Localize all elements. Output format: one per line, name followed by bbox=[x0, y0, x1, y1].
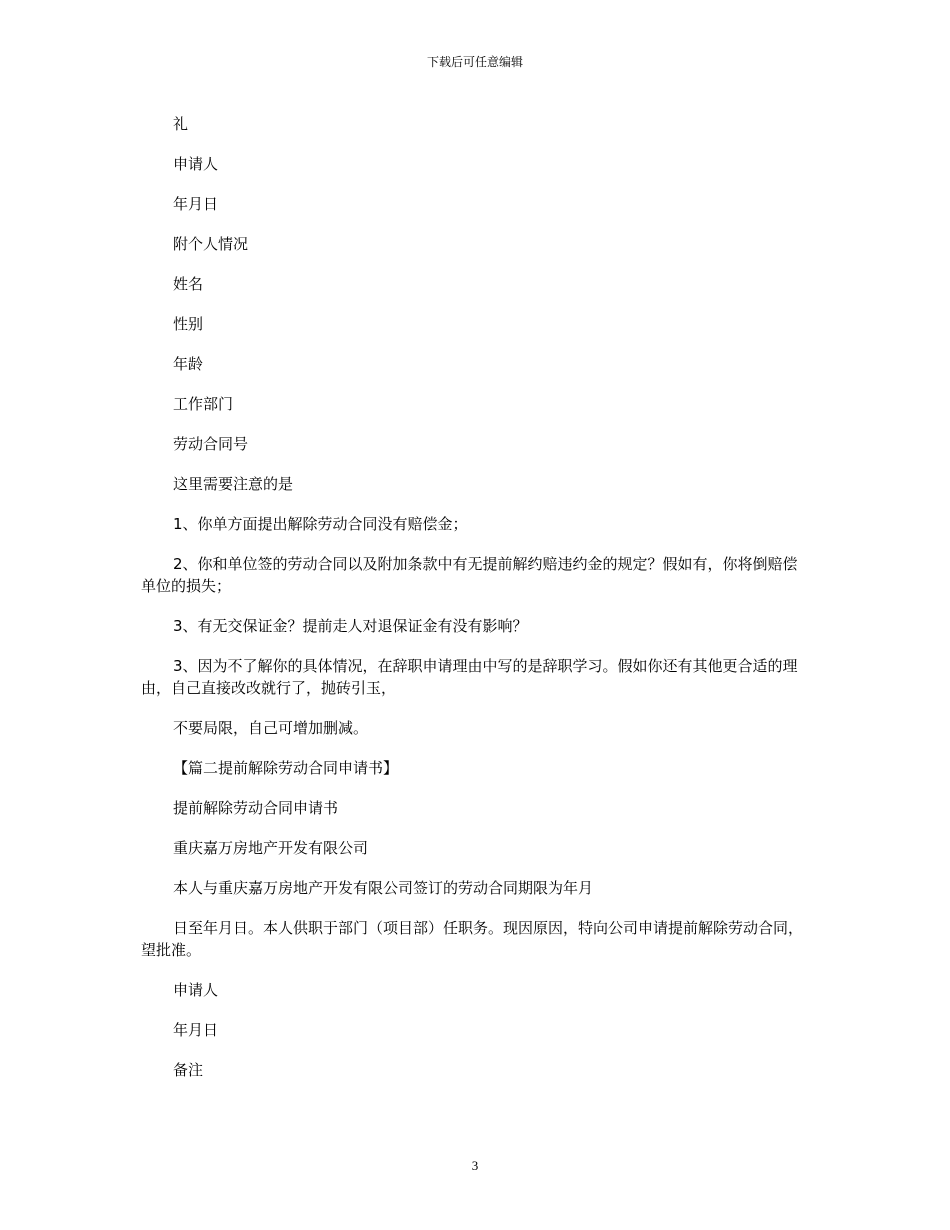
paragraph-notes-intro: 这里需要注意的是 bbox=[173, 475, 294, 493]
paragraph-remarks: 备注 bbox=[173, 1061, 204, 1079]
document-body bbox=[141, 113, 809, 1099]
paragraph-applicant-2: 申请人 bbox=[173, 981, 219, 999]
paragraph-contract-number-field: 劳动合同号 bbox=[173, 435, 249, 453]
paragraph-note-2: 2、你和单位签的劳动合同以及附加条款中有无提前解约赔违约金的规定？假如有，你将倒赔偿单位的损失； bbox=[141, 555, 798, 595]
page-header: 下载后可任意编辑 bbox=[426, 55, 523, 69]
paragraph-contract-term: 本人与重庆嘉万房地产开发有限公司签订的劳动合同期限为年月 bbox=[173, 879, 594, 897]
paragraph-note-3b: 3、因为不了解你的具体情况，在辞职申请理由中写的是辞职学习。假如你还有其他更合适的理由，自己直接改改就行了，抛砖引玉， bbox=[141, 657, 798, 697]
paragraph-company-name: 重庆嘉万房地产开发有限公司 bbox=[173, 839, 369, 857]
paragraph-closing: 礼 bbox=[173, 115, 189, 133]
paragraph-gender-field: 性别 bbox=[173, 315, 204, 333]
paragraph-date: 年月日 bbox=[173, 195, 219, 213]
paragraph-date-2: 年月日 bbox=[173, 1021, 219, 1039]
paragraph-age-field: 年龄 bbox=[173, 355, 204, 373]
paragraph-note-3a: 3、有无交保证金？提前走人对退保证金有没有影响？ bbox=[173, 617, 528, 635]
page-number: 3 bbox=[471, 1158, 479, 1173]
paragraph-note-1: 1、你单方面提出解除劳动合同没有赔偿金； bbox=[173, 515, 468, 533]
paragraph-personal-info-heading: 附个人情况 bbox=[173, 235, 249, 253]
paragraph-application-title: 提前解除劳动合同申请书 bbox=[173, 799, 339, 817]
paragraph-name-field: 姓名 bbox=[173, 275, 204, 293]
paragraph-department-field: 工作部门 bbox=[173, 395, 234, 413]
paragraph-request-body: 日至年月日。本人供职于部门（项目部）任职务。现因原因，特向公司申请提前解除劳动合同，望批准。 bbox=[141, 919, 804, 959]
paragraph-applicant: 申请人 bbox=[173, 155, 219, 173]
paragraph-note-closing: 不要局限，自己可增加删减。 bbox=[173, 719, 369, 737]
section-heading-part-two: 【篇二提前解除劳动合同申请书】 bbox=[173, 759, 399, 777]
